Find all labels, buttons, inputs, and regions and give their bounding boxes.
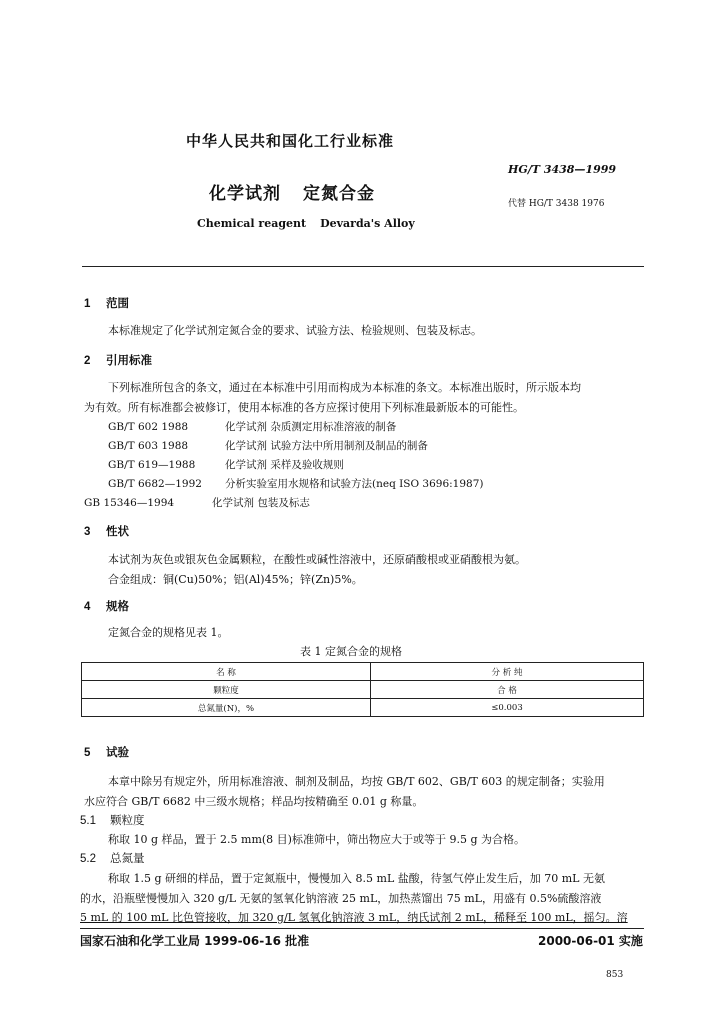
section-5-2-line3: 5 mL 的 100 mL 比色管接收，加 320 g/L 氢氧化钠溶液 3 mL，纳氏试剂 2 mL，稀释至 100 mL，摇匀。溶 [80,911,628,924]
reference-title: 化学试剂 杂质测定用标准溶液的制备 [225,421,397,433]
implementation-note: 2000-06-01 实施 [538,934,643,948]
reference-title: 化学试剂 包装及标志 [212,497,310,509]
table-cell-name: 颗粒度 [82,681,371,699]
section-4-body: 定氮合金的规格见表 1。 [108,626,229,639]
table-cell-name: 总氮量(N)，% [82,699,371,717]
section-5-1-body: 称取 10 g 样品，置于 2.5 mm(8 目)标准筛中，筛出物应大于或等于 9.5 g 为合格。 [108,833,525,846]
section-3-line2: 合金组成：铜(Cu)50%；铝(Al)45%；锌(Zn)5%。 [108,573,363,586]
table-header-row [82,663,644,681]
reference-item [108,476,484,491]
issuer-title: 中华人民共和国化工行业标准 [186,132,395,150]
reference-item [108,457,344,472]
section-2-heading [84,352,152,368]
section-1-body: 本标准规定了化学试剂定氮合金的要求、试验方法、检验规则、包装及标志。 [108,324,482,337]
section-title: 规格 [106,599,129,613]
table-row [82,681,644,699]
section-number: 5.2 [80,853,96,865]
document-title-en [197,217,415,230]
reference-code: GB/T 603 1988 [108,440,189,452]
en-title-part1: Chemical reagent [197,217,307,230]
section-2-body-line2: 为有效。所有标准都会被修订，使用本标准的各方应探讨使用下列标准最新版本的可能性。 [84,401,524,414]
reference-code: GB/T 602 1988 [108,421,189,433]
table-header-grade: 分 析 纯 [371,663,644,681]
section-2-body-line1: 下列标准所包含的条文，通过在本标准中引用而构成为本标准的条文。本标准出版时，所示版本均 [108,381,581,394]
table-caption: 表 1 定氮合金的规格 [300,645,402,658]
table-header-name: 名 称 [82,663,371,681]
replaces-note: 代替 HG/T 3438 1976 [508,199,605,209]
document-title-cn [209,179,375,204]
table-row [82,699,644,717]
section-5-heading [84,744,129,760]
reference-code: GB 15346—1994 [84,497,175,509]
section-title: 引用标准 [106,353,152,367]
section-3-heading [84,523,129,539]
section-number: 1 [84,298,91,310]
doc-title-part2: 定氮合金 [303,184,375,204]
section-5-2-line1: 称取 1.5 g 研细的样品，置于定氮瓶中，慢慢加入 8.5 mL 盐酸，待氢气停止发生后，加 70 mL 无氨 [108,872,605,885]
section-title: 总氮量 [110,851,145,865]
header-divider [82,266,644,267]
section-number: 5.1 [80,815,96,827]
section-number: 3 [84,526,91,538]
section-5-2-heading [80,850,145,866]
reference-code: GB/T 6682—1992 [108,478,202,490]
en-title-part2: Devarda's Alloy [320,217,415,230]
section-1-heading [84,295,129,311]
footer-divider [80,928,644,929]
reference-item [108,438,428,453]
table-cell-value: ≤0.003 [371,699,644,717]
section-title: 范围 [106,296,129,310]
standard-number: HG/T 3438—1999 [508,163,617,176]
reference-title: 化学试剂 采样及验收规则 [225,459,344,471]
section-title: 颗粒度 [110,813,145,827]
section-5-line1: 本章中除另有规定外，所用标准溶液、制剂及制品，均按 GB/T 602、GB/T 603 的规定制备；实验用 [108,775,605,788]
section-4-heading [84,598,129,614]
doc-title-part1: 化学试剂 [209,184,281,204]
section-5-2-line2: 的水，沿瓶壁慢慢加入 320 g/L 无氨的氢氧化钠溶液 25 mL，加热蒸馏出 75 mL，用盛有 0.5%硫酸溶液 [80,892,602,905]
table-cell-value: 合 格 [371,681,644,699]
section-number: 4 [84,601,91,613]
spec-table [81,662,644,717]
section-5-line2: 水应符合 GB/T 6682 中三级水规格；样品均按精确至 0.01 g 称量。 [84,795,424,808]
section-5-1-heading [80,812,145,828]
reference-item [84,495,310,510]
section-title: 性状 [106,524,129,538]
reference-item [108,419,396,434]
section-3-line1: 本试剂为灰色或银灰色金属颗粒，在酸性或碱性溶液中，还原硝酸根或亚硝酸根为氨。 [108,553,526,566]
reference-title: 化学试剂 试验方法中所用制剂及制品的制备 [225,440,428,452]
section-title: 试验 [106,745,129,759]
section-number: 5 [84,747,91,759]
reference-title: 分析实验室用水规格和试验方法(neq ISO 3696:1987) [225,478,484,490]
approval-note: 国家石油和化学工业局 1999-06-16 批准 [80,934,310,948]
section-number: 2 [84,355,91,367]
page-number: 853 [606,970,624,980]
reference-code: GB/T 619—1988 [108,459,196,471]
